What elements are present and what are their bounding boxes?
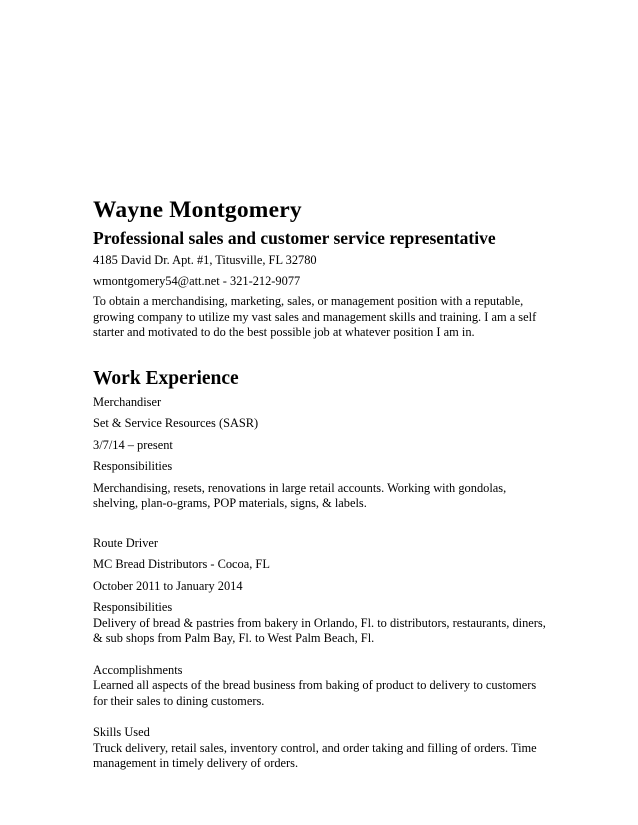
job-responsibilities-text: Delivery of bread & pastries from bakery in Orlando, Fl. to distributors, restaurants, diners, & sub shops from Palm Bay, Fl. to West Palm Beach, Fl. [93,615,546,645]
address-line: 4185 David Dr. Apt. #1, Titusville, FL 32780 [93,253,317,267]
objective-statement: To obtain a merchandising, marketing, sales, or management position with a reputable, growing company to utilize my vast sales and management skills and training. I am a self starter and motivated to do the best possible job at whatever position I am in. [93,294,537,339]
resume-header [93,196,553,341]
job-skills-label: Skills Used [93,725,150,739]
job-accomplishments-label: Accomplishments [93,662,183,677]
resume-page [93,196,553,772]
job-entry-merchandiser [93,395,553,512]
section-title-work-experience: Work Experience [93,367,239,389]
job-company: Set & Service Resources (SASR) [93,416,259,430]
job-entry-route-driver [93,536,553,772]
candidate-name: Wayne Montgomery [93,197,302,223]
job-dates: October 2011 to January 2014 [93,578,243,593]
candidate-headline: Professional sales and customer service representative [93,228,496,248]
job-skills-text: Truck delivery, retail sales, inventory control, and order taking and filling of orders. Time management in timely delivery of orders. [93,740,537,770]
job-dates: 3/7/14 – present [93,437,173,452]
job-responsibilities-label: Responsibilities [93,459,173,473]
job-company: MC Bread Distributors - Cocoa, FL [93,557,270,571]
job-responsibilities-text: Merchandising, resets, renovations in large retail accounts. Working with gondolas, shelving, plan-o-grams, POP materials, signs, & labels. [93,480,507,510]
contact-line: wmontgomery54@att.net - 321-212-9077 [93,273,301,288]
job-responsibilities-label: Responsibilities [93,600,173,614]
job-accomplishments-text: Learned all aspects of the bread business from baking of product to delivery to customers for their sales to dining customers. [93,678,537,708]
job-position: Route Driver [93,535,159,550]
work-experience-section [93,367,553,772]
job-position: Merchandiser [93,394,162,409]
